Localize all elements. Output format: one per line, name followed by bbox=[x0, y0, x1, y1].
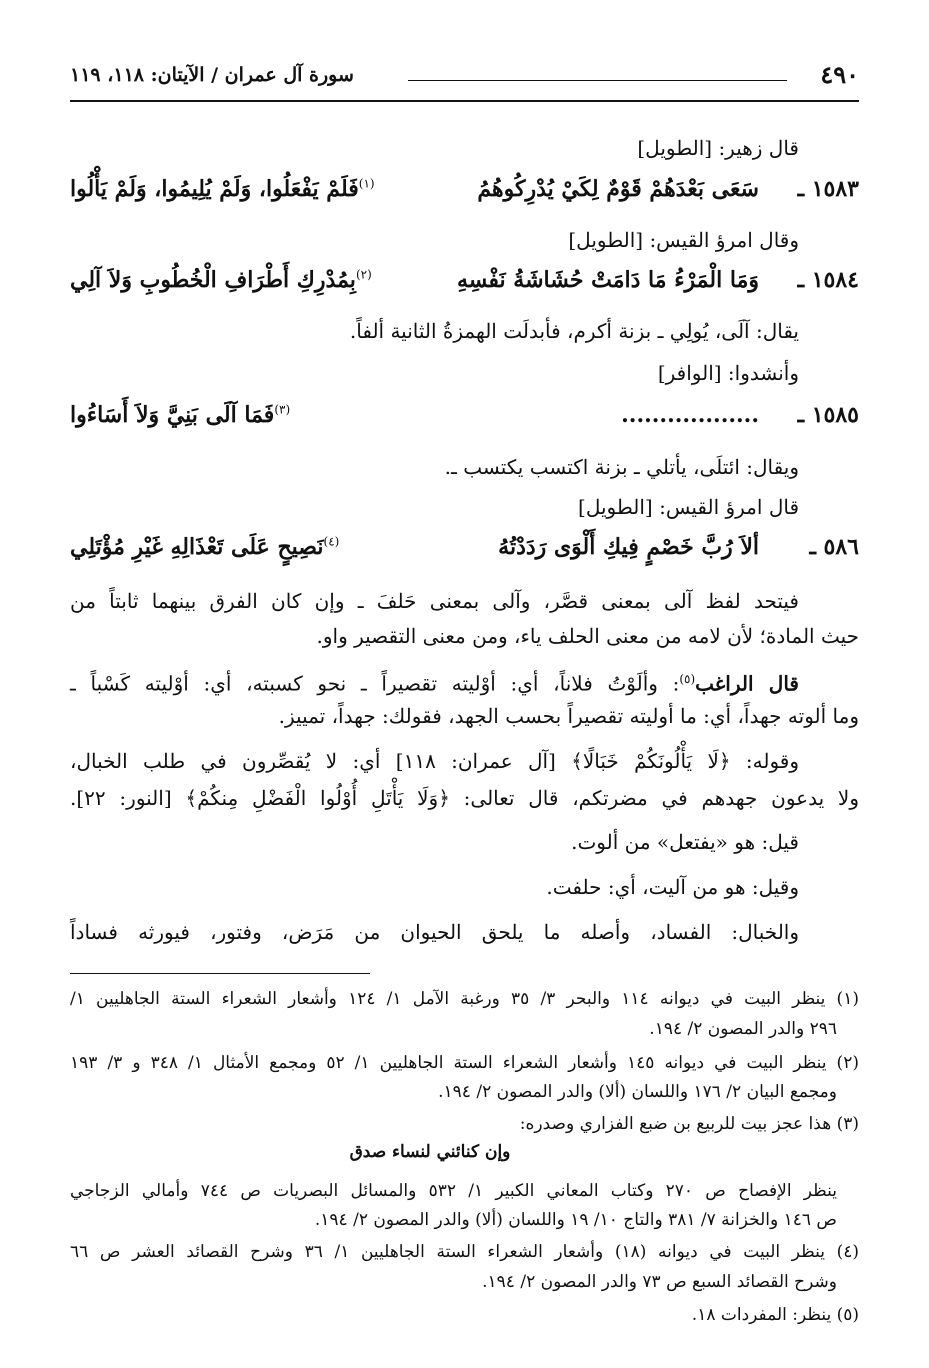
verse-first-hemistich: ألاَ رُبَّ خَصْمٍ فِيكِ أَلْوَى رَدَدْتُهُ bbox=[498, 534, 759, 560]
header-dash-line bbox=[408, 80, 787, 81]
verse-second-hemistich: $^{(٤)}$نَصِيحٍ عَلَى تَعْذَالِهِ غَيْرِ مُؤْتَلِي bbox=[70, 534, 340, 560]
body-text-line: وأنشدوا: [الوافر] bbox=[657, 361, 799, 385]
footnote-ref: (٤) bbox=[323, 534, 340, 549]
body-text-line: والخبال: الفساد، وأصله ما يلحق الحيوان من مَرَض، وفتور، فيورثه فساداً bbox=[70, 920, 799, 944]
verse-1584 bbox=[70, 263, 859, 303]
verse-second-hemistich: $^{(١)}$فَلَمْ يَفْعَلُوا، وَلَمْ يُلِيمُوا، وَلَمْ يَأْلُوا bbox=[70, 176, 375, 202]
footnote-1-cont: ٢٩٦ والدر المصون ٢/ ١٩٤. bbox=[649, 1019, 837, 1039]
body-text-line: وقيل: هو من آليت، أي: حلفت. bbox=[546, 875, 799, 899]
footnote-3-cont: ص ١٤٦ والخزانة ٧/ ٣٨١ والتاج ١٠/ ١٩ واللسان (ألا) والدر المصون ٢/ ١٩٤. bbox=[314, 1210, 837, 1230]
header-rule bbox=[70, 100, 859, 102]
body-text-line: فيتحد لفظ آلى بمعنى قصَّر، وآلى بمعنى حَلفَ ـ وإن كان الفرق بينهما ثابتاً من bbox=[70, 589, 799, 613]
footnote-2-cont: ومجمع البيان ٢/ ١٧٦ واللسان (ألا) والدر المصون ٢/ ١٩٤. bbox=[438, 1082, 837, 1102]
verse-number: ١٥٨٣ ـ bbox=[797, 176, 859, 202]
raghib-citation: قال الراغب bbox=[695, 671, 799, 696]
body-text-line: قال الراغب$^{(٥)}$: وألَوْتُ فلاناً، أي: أوْليته تقصيراً ـ نحو كسبته، أي: أوْليته كَسْباً ـ bbox=[70, 671, 799, 696]
footnote-separator bbox=[70, 973, 370, 974]
body-text-line: يقال: آلَى، يُولِي ـ بزنة أكرم، فأبدلَت الهمزةُ الثانية ألفاً. bbox=[349, 319, 799, 343]
page-number: ٤٩٠ bbox=[820, 60, 859, 89]
body-text-line: ولا يدعون جهدهم في مضرتكم، قال تعالى: ﴿وَلَا يَأْتَلِ أُوْلُوا الْفَضْلِ مِنكُمْ﴾ [النور: ٢٢]. bbox=[70, 786, 859, 810]
footnote-5: (٥) ينظر: المفردات ١٨. bbox=[691, 1305, 859, 1325]
body-text-line: قيل: هو «يفتعل» من ألوت. bbox=[571, 830, 799, 854]
footnote-4-cont: وشرح القصائد السبع ص ٧٣ والدر المصون ٢/ ١٩٤. bbox=[482, 1272, 837, 1292]
footnote-ref: (٢) bbox=[355, 267, 372, 282]
verse-second-hemistich: $^{(٣)}$فَمَا آلَى بَنِيَّ وَلاَ أَسَاءُوا bbox=[70, 402, 291, 428]
body-text-line: وما ألوته جهداً، أي: ما أوليته تقصيراً بحسب الجهد، فقولك: جهداً، تمييز. bbox=[278, 704, 859, 728]
footnote-1: (١) ينظر البيت في ديوانه ١١٤ والبحر ٣/ ٣٥ ورغبة الآمل ١/ ١٢٤ وأشعار الشعراء الستة الجاهليين ١/ bbox=[70, 989, 859, 1009]
verse-second-hemistich: $^{(٢)}$بِمُدْرِكِ أَطْرَافِ الْخُطُوبِ وَلاَ آلِي bbox=[70, 267, 372, 293]
footnote-3-verse: وإن كنائني لنساء صدق bbox=[349, 1142, 511, 1162]
verse-number: ١٥٨٥ ـ bbox=[797, 402, 859, 428]
running-title: سورة آل عمران / الآيتان: ١١٨، ١١٩ bbox=[70, 64, 354, 86]
poet-intro-zuhair: قال زهير: [الطويل] bbox=[637, 136, 799, 160]
footnote-3-cont: ينظر الإفصاح ص ٢٧٠ وكتاب المعاني الكبير ١/ ٥٣٢ والمسائل البصريات ص ٧٤٤ وأمالي الزجاجي bbox=[70, 1181, 837, 1201]
verse-first-hemistich: وَمَا الْمَرْءُ مَا دَامَتْ حُشَاشَةُ نَفْسِهِ bbox=[456, 267, 759, 293]
footnote-ref: (٥) bbox=[679, 672, 696, 686]
poet-intro-imru-al-qais: قال امرؤ القيس: [الطويل] bbox=[578, 495, 799, 519]
body-text-line: وقوله: ﴿لَا يَأْلُونَكُمْ خَبَالًا﴾ [آل عمران: ١١٨] أي: لا يُقصِّرون في طلب الخبال، bbox=[70, 749, 799, 773]
body-text-line: حيث المادة؛ لأن لامه من معنى الحلف ياء، ومن معنى التقصير واو. bbox=[316, 624, 859, 648]
verse-1583 bbox=[70, 172, 859, 212]
poet-intro-imru-al-qais: وقال امرؤ القيس: [الطويل] bbox=[568, 228, 799, 252]
footnote-4: (٤) ينظر البيت في ديوانه (١٨) وأشعار الشعراء الستة الجاهليين ١/ ٣٦ وشرح القصائد العشر ص ٦٦ bbox=[70, 1242, 859, 1262]
footnote-3: (٣) هذا عجز بيت للربيع بن ضبع الفزاري وصدره: bbox=[519, 1114, 859, 1134]
body-text-line: ويقال: ائتلَى، يأتلي ـ بزنة اكتسب يكتسب ـ. bbox=[444, 455, 799, 479]
page-header bbox=[70, 60, 859, 96]
verse-1585 bbox=[70, 398, 859, 438]
verse-number: ١٥٨٤ ـ bbox=[797, 267, 859, 293]
footnote-ref: (٣) bbox=[274, 402, 291, 417]
footnote-ref: (١) bbox=[358, 176, 375, 191]
verse-1586 bbox=[70, 530, 859, 570]
footnote-2: (٢) ينظر البيت في ديوانه ١٤٥ وأشعار الشعراء الستة الجاهليين ١/ ٥٢ ومجمع الأمثال ١/ ٣٤٨ و ٣/ ١٩٣ bbox=[70, 1053, 859, 1073]
verse-first-hemistich: سَعَى بَعْدَهُمْ قَوْمٌ لِكَيْ يُدْرِكُوهُمُ bbox=[477, 176, 759, 202]
verse-first-hemistich: .................. bbox=[621, 402, 759, 428]
verse-number: ٥٨٦ ـ bbox=[809, 534, 859, 560]
